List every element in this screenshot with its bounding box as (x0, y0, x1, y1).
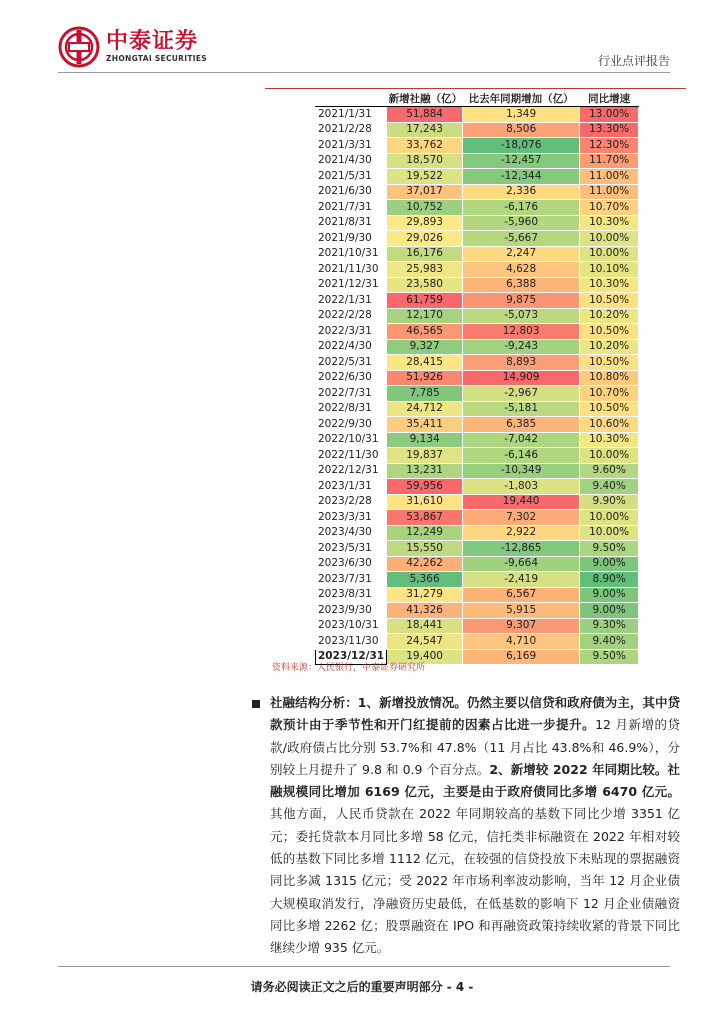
cell-yoy-growth: 9.40% (580, 479, 639, 495)
cell-yoy-increase: -9,243 (463, 339, 580, 355)
cell-yoy-growth: 10.00% (580, 231, 639, 247)
table-row (316, 339, 639, 355)
footer-divider (58, 966, 670, 967)
cell-new-financing: 25,983 (387, 262, 463, 278)
cell-date: 2022/11/30 (316, 448, 387, 464)
table-row (316, 634, 639, 650)
cell-new-financing: 28,415 (387, 355, 463, 371)
cell-new-financing: 5,366 (387, 572, 463, 588)
cell-yoy-growth: 9.00% (580, 556, 639, 572)
cell-yoy-increase: -2,419 (463, 572, 580, 588)
cell-yoy-increase: 2,336 (463, 184, 580, 200)
cell-yoy-increase: 12,803 (463, 324, 580, 340)
cell-yoy-increase: 8,506 (463, 122, 580, 138)
cell-yoy-increase: -2,967 (463, 386, 580, 402)
cell-date: 2023/8/31 (316, 587, 387, 603)
table-row (316, 587, 639, 603)
cell-new-financing: 9,327 (387, 339, 463, 355)
table-row (316, 262, 639, 278)
cell-date: 2021/6/30 (316, 184, 387, 200)
cell-yoy-increase: 4,710 (463, 634, 580, 650)
analysis-text-2: 其他方面，人民币贷款在 2022 年同期较高的基数下同比少增 3351 亿元；委托贷款本月同比多增 58 亿元，信托类非标融资在 2022 年相对较低的基数下同比多增 1112 亿元，在较强的信贷投放下未贴现的票据融资同比多减 1315 亿元；受 2022 年市场利率波动影响，当年 12 月企业债大规模取消发行，净融资历史最低，在低基数的影响下 12 月企业债融资同比多增 2262 亿；股票融资在 IPO 和再融资政策持续收紧的背景下同比继续少增 935 亿元。 (270, 806, 680, 956)
table-row (316, 401, 639, 417)
cell-yoy-growth: 10.00% (580, 510, 639, 526)
cell-new-financing: 19,837 (387, 448, 463, 464)
cell-yoy-increase: 6,388 (463, 277, 580, 293)
cell-yoy-growth: 10.50% (580, 355, 639, 371)
cell-yoy-increase: 8,893 (463, 355, 580, 371)
cell-date: 2021/10/31 (316, 246, 387, 262)
cell-yoy-increase: -18,076 (463, 138, 580, 154)
table-row (316, 432, 639, 448)
table-row (316, 169, 639, 185)
cell-date: 2023/6/30 (316, 556, 387, 572)
cell-yoy-increase: 2,922 (463, 525, 580, 541)
table-row (316, 494, 639, 510)
cell-yoy-growth: 10.00% (580, 246, 639, 262)
cell-yoy-growth: 9.50% (580, 649, 639, 665)
cell-new-financing: 29,893 (387, 215, 463, 231)
analysis-heading: 社融结构分析：1、新增投放情况。仍然主要以信贷和政府债为主，其中贷款预计由于季节性和开门红提前的因素占比进一步提升。 (270, 695, 680, 733)
cell-yoy-increase: 6,169 (463, 649, 580, 665)
cell-date: 2022/7/31 (316, 386, 387, 402)
cell-yoy-growth: 10.00% (580, 448, 639, 464)
bullet-square-icon (252, 700, 260, 708)
cell-yoy-growth: 12.30% (580, 138, 639, 154)
cell-yoy-increase: 4,628 (463, 262, 580, 278)
cell-new-financing: 41,326 (387, 603, 463, 619)
analysis-text-1: 12 月新增的贷款/政府债占比分别 53.7%和 47.8%（11 月占比 43.8%和 46.9%），分别较上月提升了 9.8 和 0.9 个百分点。 (270, 717, 680, 777)
cell-yoy-growth: 11.00% (580, 169, 639, 185)
cell-yoy-growth: 9.90% (580, 494, 639, 510)
cell-new-financing: 10,752 (387, 200, 463, 216)
table-row (316, 463, 639, 479)
cell-new-financing: 53,867 (387, 510, 463, 526)
cell-new-financing: 18,441 (387, 618, 463, 634)
cell-date: 2021/7/31 (316, 200, 387, 216)
cell-yoy-increase: 14,909 (463, 370, 580, 386)
cell-yoy-increase: 6,385 (463, 417, 580, 433)
cell-yoy-growth: 10.50% (580, 324, 639, 340)
cell-new-financing: 24,712 (387, 401, 463, 417)
cell-yoy-increase: 9,875 (463, 293, 580, 309)
table-row (316, 324, 639, 340)
cell-new-financing: 29,026 (387, 231, 463, 247)
cell-yoy-growth: 9.00% (580, 587, 639, 603)
cell-yoy-increase: 7,302 (463, 510, 580, 526)
table-body (316, 107, 639, 665)
cell-yoy-growth: 10.10% (580, 262, 639, 278)
cell-date: 2022/9/30 (316, 417, 387, 433)
cell-yoy-increase: 2,247 (463, 246, 580, 262)
cell-yoy-increase: 19,440 (463, 494, 580, 510)
cell-date: 2021/12/31 (316, 277, 387, 293)
cell-new-financing: 37,017 (387, 184, 463, 200)
table-row (316, 417, 639, 433)
cell-date: 2023/5/31 (316, 541, 387, 557)
cell-date: 2023/12/31 (316, 649, 387, 665)
cell-new-financing: 12,170 (387, 308, 463, 324)
table-row (316, 448, 639, 464)
company-logo (58, 26, 207, 68)
footer-disclaimer: 请务必阅读正文之后的重要声明部分 - 4 - (250, 980, 474, 994)
table-top-rule (265, 88, 686, 89)
cell-yoy-growth: 9.30% (580, 618, 639, 634)
cell-yoy-growth: 11.00% (580, 184, 639, 200)
cell-new-financing: 51,926 (387, 370, 463, 386)
cell-yoy-growth: 10.50% (580, 293, 639, 309)
cell-yoy-growth: 9.40% (580, 634, 639, 650)
table-row (316, 107, 639, 123)
cell-yoy-increase: 5,915 (463, 603, 580, 619)
cell-date: 2022/6/30 (316, 370, 387, 386)
cell-date: 2021/3/31 (316, 138, 387, 154)
cell-new-financing: 42,262 (387, 556, 463, 572)
cell-yoy-growth: 8.90% (580, 572, 639, 588)
zhongtai-logo-icon (58, 26, 100, 68)
cell-new-financing: 51,884 (387, 107, 463, 123)
cell-new-financing: 33,762 (387, 138, 463, 154)
logo-chinese-name: 中泰证券 (106, 29, 199, 54)
table-row (316, 293, 639, 309)
cell-date: 2023/7/31 (316, 572, 387, 588)
cell-date: 2022/5/31 (316, 355, 387, 371)
cell-date: 2021/9/30 (316, 231, 387, 247)
logo-english-name: ZHONGTAI SECURITIES (106, 54, 207, 63)
cell-yoy-increase: -12,344 (463, 169, 580, 185)
table-row (316, 370, 639, 386)
cell-date: 2021/2/28 (316, 122, 387, 138)
cell-yoy-growth: 10.60% (580, 417, 639, 433)
table-row (316, 308, 639, 324)
social-financing-table (315, 91, 639, 665)
table-row (316, 200, 639, 216)
cell-yoy-growth: 13.00% (580, 107, 639, 123)
cell-date: 2022/4/30 (316, 339, 387, 355)
cell-yoy-growth: 10.70% (580, 386, 639, 402)
cell-new-financing: 35,411 (387, 417, 463, 433)
analysis-paragraph (270, 692, 680, 960)
cell-date: 2021/11/30 (316, 262, 387, 278)
table-row (316, 510, 639, 526)
cell-yoy-increase: -5,073 (463, 308, 580, 324)
cell-yoy-increase: -6,176 (463, 200, 580, 216)
table-header-row (316, 91, 639, 107)
cell-new-financing: 9,134 (387, 432, 463, 448)
cell-date: 2023/2/28 (316, 494, 387, 510)
cell-date: 2022/10/31 (316, 432, 387, 448)
table-row (316, 541, 639, 557)
cell-yoy-increase: -12,865 (463, 541, 580, 557)
table-row (316, 525, 639, 541)
report-type-label: 行业点评报告 (597, 54, 670, 68)
cell-date: 2021/1/31 (316, 107, 387, 123)
table-row (316, 386, 639, 402)
cell-yoy-increase: -6,146 (463, 448, 580, 464)
cell-yoy-increase: -9,664 (463, 556, 580, 572)
cell-date: 2023/9/30 (316, 603, 387, 619)
cell-yoy-growth: 10.30% (580, 277, 639, 293)
cell-yoy-increase: 6,567 (463, 587, 580, 603)
cell-yoy-growth: 9.60% (580, 463, 639, 479)
cell-new-financing: 15,550 (387, 541, 463, 557)
cell-new-financing: 17,243 (387, 122, 463, 138)
header-new-financing: 新增社融（亿） (388, 93, 463, 105)
cell-new-financing: 19,522 (387, 169, 463, 185)
cell-yoy-increase: 1,349 (463, 107, 580, 123)
header-yoy-increase: 比去年同期增加（亿） (463, 91, 580, 107)
cell-date: 2023/4/30 (316, 525, 387, 541)
cell-date: 2023/11/30 (316, 634, 387, 650)
cell-new-financing: 12,249 (387, 525, 463, 541)
cell-yoy-growth: 10.30% (580, 432, 639, 448)
analysis-heading-2: 2、新增较 2022 年同期比较。社融规模同比增加 6169 亿元，主要是由于政府债同比多增 6470 亿元。 (270, 761, 680, 800)
cell-yoy-increase: -5,181 (463, 401, 580, 417)
table-row (316, 153, 639, 169)
table-row (316, 231, 639, 247)
table-row (316, 618, 639, 634)
cell-date: 2021/4/30 (316, 153, 387, 169)
header-date (316, 91, 387, 107)
cell-new-financing: 31,610 (387, 494, 463, 510)
cell-new-financing: 46,565 (387, 324, 463, 340)
cell-date: 2022/2/28 (316, 308, 387, 324)
cell-new-financing: 24,547 (387, 634, 463, 650)
cell-new-financing: 23,580 (387, 277, 463, 293)
cell-new-financing: 59,956 (387, 479, 463, 495)
cell-yoy-growth: 9.50% (580, 541, 639, 557)
cell-yoy-growth: 10.30% (580, 215, 639, 231)
cell-yoy-growth: 10.50% (580, 401, 639, 417)
cell-yoy-increase: -1,803 (463, 479, 580, 495)
cell-new-financing: 31,279 (387, 587, 463, 603)
header-yoy-growth: 同比增速 (580, 91, 639, 107)
table-row (316, 277, 639, 293)
cell-date: 2023/10/31 (316, 618, 387, 634)
cell-date: 2022/3/31 (316, 324, 387, 340)
cell-new-financing: 13,231 (387, 463, 463, 479)
table-row (316, 184, 639, 200)
table-row (316, 479, 639, 495)
cell-date: 2023/3/31 (316, 510, 387, 526)
table-row (316, 138, 639, 154)
table-row (316, 122, 639, 138)
cell-yoy-growth: 10.20% (580, 339, 639, 355)
cell-new-financing: 19,400 (387, 649, 463, 665)
cell-new-financing: 7,785 (387, 386, 463, 402)
table-row (316, 215, 639, 231)
cell-yoy-increase: -5,667 (463, 231, 580, 247)
cell-date: 2022/8/31 (316, 401, 387, 417)
table-row (316, 556, 639, 572)
cell-date: 2021/5/31 (316, 169, 387, 185)
cell-yoy-growth: 13.30% (580, 122, 639, 138)
cell-date: 2021/8/31 (316, 215, 387, 231)
cell-new-financing: 18,570 (387, 153, 463, 169)
cell-new-financing: 16,176 (387, 246, 463, 262)
table-row (316, 572, 639, 588)
cell-date: 2023/1/31 (316, 479, 387, 495)
cell-date: 2022/1/31 (316, 293, 387, 309)
source-note: 资料来源：人民银行，中泰证券研究所 (272, 663, 426, 673)
table-row (316, 355, 639, 371)
cell-yoy-increase: -5,960 (463, 215, 580, 231)
cell-date: 2022/12/31 (316, 463, 387, 479)
table-row (316, 603, 639, 619)
cell-new-financing: 61,759 (387, 293, 463, 309)
cell-yoy-growth: 11.70% (580, 153, 639, 169)
cell-yoy-increase: 9,307 (463, 618, 580, 634)
cell-yoy-growth: 9.00% (580, 603, 639, 619)
cell-yoy-increase: -10,349 (463, 463, 580, 479)
cell-yoy-growth: 10.80% (580, 370, 639, 386)
cell-yoy-growth: 10.00% (580, 525, 639, 541)
cell-yoy-increase: -12,457 (463, 153, 580, 169)
cell-yoy-growth: 10.20% (580, 308, 639, 324)
table-row (316, 246, 639, 262)
cell-yoy-increase: -7,042 (463, 432, 580, 448)
cell-yoy-growth: 10.70% (580, 200, 639, 216)
header-divider (58, 72, 670, 73)
